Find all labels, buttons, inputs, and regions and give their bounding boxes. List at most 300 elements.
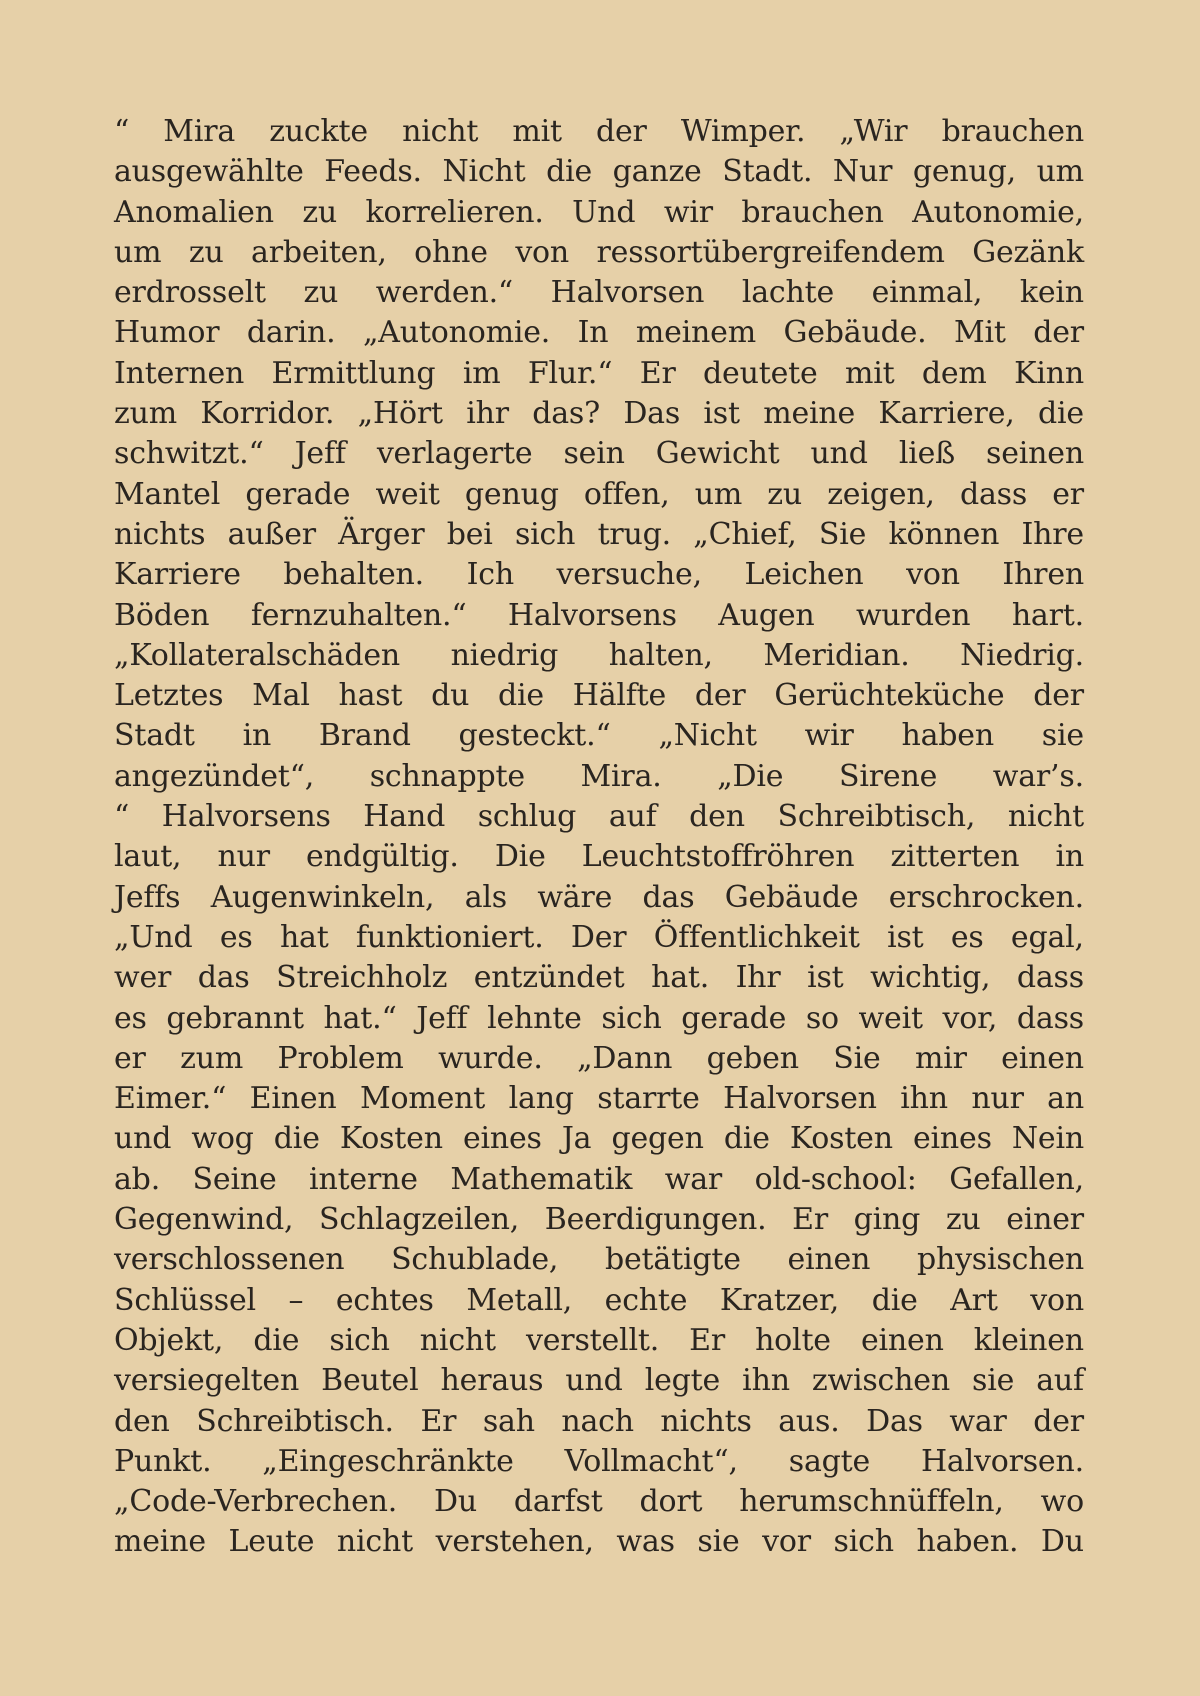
word: „Dann (577, 1040, 673, 1076)
word: wurden (855, 597, 971, 633)
word: Der (570, 919, 627, 955)
word: sie (1041, 718, 1084, 754)
word: genug, (912, 154, 1016, 190)
word: Halvorsen (550, 275, 705, 311)
word: hat.“ (323, 1000, 397, 1036)
word: echte (604, 1282, 688, 1318)
word: sein (563, 436, 625, 472)
word: Jeffs (114, 879, 181, 915)
word: wäre (537, 879, 613, 915)
word: Halvorsen (723, 1081, 877, 1117)
word: zu (303, 275, 339, 311)
word: zeigen, (827, 476, 935, 512)
text-line (114, 1522, 1084, 1562)
text-line (114, 797, 1084, 837)
word: vor (762, 1524, 811, 1560)
word: offen, (583, 476, 670, 512)
word: verstehen, (435, 1524, 594, 1560)
word: mit (512, 114, 562, 149)
text-line (114, 1361, 1084, 1401)
word: so (805, 1000, 839, 1036)
word: hat (279, 919, 329, 955)
word: Moment (360, 1081, 486, 1117)
word: heraus (440, 1363, 544, 1399)
word: physischen (916, 1242, 1084, 1278)
word: als (464, 879, 507, 915)
word: Er (792, 1202, 828, 1238)
word: “ (114, 799, 130, 835)
word: Gegenwind, (114, 1202, 294, 1238)
word: „Code-Verbrechen. (114, 1484, 398, 1520)
word: in (242, 718, 272, 754)
text-line (114, 1160, 1084, 1200)
word: erschrocken. (888, 879, 1084, 915)
word: Problem (277, 1040, 404, 1076)
text-line (114, 716, 1084, 756)
word: korrelieren. (365, 194, 544, 230)
word: um (1036, 154, 1084, 190)
word: sagte (788, 1443, 871, 1479)
word: wurde. (438, 1040, 543, 1076)
word: Schreibtisch, (777, 799, 976, 835)
word: trug. (597, 516, 672, 552)
word: gerade (681, 1000, 787, 1036)
text-line (114, 555, 1084, 595)
word: Letztes (114, 678, 224, 714)
word: sich (514, 516, 576, 552)
word: „Chief, (693, 516, 797, 552)
word: er (1052, 476, 1084, 512)
word: aus. (778, 1403, 840, 1439)
word: Gezänk (972, 234, 1084, 270)
word: Gefallen, (949, 1161, 1084, 1197)
word: lehnte (487, 1000, 582, 1036)
word: Anomalien (114, 194, 274, 230)
text-line (114, 313, 1084, 353)
word: Schublade, (391, 1242, 559, 1278)
word: „Kollateralschäden (114, 637, 400, 673)
word: zu (767, 476, 803, 512)
word: Du (433, 1484, 477, 1520)
word: Das (866, 1403, 923, 1439)
word: einer (1006, 1202, 1084, 1238)
text-line (114, 1442, 1084, 1482)
text-line (114, 999, 1084, 1039)
word: „Und (114, 919, 193, 955)
word: legte (644, 1363, 721, 1399)
word: Schlüssel (114, 1282, 256, 1318)
word: Beerdigungen. (544, 1202, 767, 1238)
word: sich (833, 1524, 894, 1560)
word: nicht (1007, 799, 1084, 835)
word: Jeff (416, 1000, 468, 1036)
word: mir (914, 1040, 967, 1076)
word: Mira. (580, 758, 662, 794)
word: dass (959, 476, 1028, 512)
word: Karriere (114, 557, 241, 593)
word: Nein (1011, 1121, 1084, 1157)
word: Mantel (114, 476, 221, 512)
word: nichts (114, 516, 206, 552)
word: nichts (660, 1403, 752, 1439)
word: darfst (513, 1484, 603, 1520)
word: und (114, 1121, 172, 1157)
word: das (642, 879, 695, 915)
text-line (114, 636, 1084, 676)
word: wer (114, 960, 172, 996)
word: eines (462, 1121, 542, 1157)
word: der (1033, 315, 1084, 351)
word: betätigte (604, 1242, 741, 1278)
word: der (1033, 1403, 1084, 1439)
body-text (114, 112, 1084, 1563)
word: hast (338, 678, 403, 714)
text-line (114, 233, 1084, 273)
word: zitterten (890, 839, 1020, 875)
word: Gebäude. (783, 315, 927, 351)
word: nicht (336, 1524, 414, 1560)
word: wichtig, (870, 960, 991, 996)
word: geben (706, 1040, 799, 1076)
word: Sirene (839, 758, 938, 794)
word: deutete (703, 355, 818, 391)
word: haben (901, 718, 994, 754)
word: behalten. (283, 557, 425, 593)
word: funktioniert. (355, 919, 544, 955)
word: verschlossenen (114, 1242, 345, 1278)
word: nicht (402, 114, 479, 149)
word: den (114, 1403, 170, 1439)
word: von (906, 557, 960, 593)
word: niedrig (450, 637, 559, 673)
text-line (114, 1402, 1084, 1442)
word: „Die (717, 758, 784, 794)
word: ihr (466, 396, 509, 432)
word: dass (1016, 1000, 1084, 1036)
word: Mal (252, 678, 310, 714)
word: sie (697, 1524, 740, 1560)
word: die (273, 1121, 320, 1157)
word: echtes (335, 1282, 434, 1318)
word: eines (912, 1121, 992, 1157)
text-line (114, 515, 1084, 555)
word: brauchen (941, 114, 1084, 149)
word: um (694, 476, 743, 512)
word: Kosten (789, 1121, 893, 1157)
word: zu (188, 234, 224, 270)
word: erdrosselt (114, 275, 266, 311)
word: vor, (942, 1000, 998, 1036)
word: um (114, 234, 162, 270)
word: zwischen (811, 1363, 950, 1399)
text-line (114, 1200, 1084, 1240)
word: angezündet“, (114, 758, 315, 794)
word: gerade (245, 476, 351, 512)
word: Öffentlichkeit (653, 919, 860, 955)
word: Die (494, 839, 546, 875)
text-line (114, 1281, 1084, 1321)
word: Er (639, 355, 676, 391)
word: Stadt. (722, 154, 813, 190)
word: Böden (114, 597, 210, 633)
word: schlug (477, 799, 577, 835)
word: ist (703, 396, 740, 432)
word: Mathematik (450, 1161, 633, 1197)
word: wir (804, 718, 854, 754)
word: kein (1019, 275, 1084, 311)
text-line (114, 1039, 1084, 1079)
word: Leuchtstoffröhren (581, 839, 855, 875)
word: gegen (611, 1121, 704, 1157)
word: außer (227, 516, 316, 552)
word: Korridor. (200, 396, 335, 432)
text-line (114, 837, 1084, 877)
word: Halvorsen. (920, 1443, 1084, 1479)
word: der (694, 678, 746, 714)
word: auf (1036, 1363, 1084, 1399)
word: Du (1040, 1524, 1084, 1560)
word: lachte (741, 275, 835, 311)
word: Meridian. (763, 637, 910, 673)
word: Nicht (442, 154, 526, 190)
word: im (462, 355, 501, 391)
word: Mit (953, 315, 1006, 351)
word: zu (302, 194, 338, 230)
word: du (431, 678, 470, 714)
word: Objekt, (114, 1322, 224, 1358)
word: es (114, 1000, 147, 1036)
word: “ (114, 114, 130, 149)
text-line (114, 958, 1084, 998)
word: Art (950, 1282, 998, 1318)
word: weit (375, 476, 440, 512)
word: Leichen (744, 557, 864, 593)
word: – (288, 1282, 304, 1318)
word: verlagerte (376, 436, 533, 472)
word: nur (217, 839, 270, 875)
word: war (664, 1161, 723, 1197)
word: schwitzt.“ (114, 436, 264, 472)
text-line (114, 918, 1084, 958)
word: Nur (832, 154, 893, 190)
word: in (1055, 839, 1084, 875)
word: zuckte (269, 114, 368, 149)
word: Das (623, 396, 681, 432)
text-line (114, 394, 1084, 434)
word: seinen (986, 436, 1084, 472)
word: der (596, 114, 647, 149)
word: Er (420, 1403, 457, 1439)
word: egal, (1010, 919, 1084, 955)
word: Seine (192, 1161, 277, 1197)
word: zum (114, 396, 177, 432)
word: einen (860, 1322, 944, 1358)
word: ist (887, 919, 924, 955)
text-line (114, 1119, 1084, 1159)
word: endgültig. (305, 839, 459, 875)
word: Wimper. (680, 114, 806, 149)
word: Mira (163, 114, 236, 149)
text-line (114, 475, 1084, 515)
word: lang (508, 1081, 574, 1117)
word: ressortübergreifendem (596, 234, 945, 270)
word: dort (639, 1484, 703, 1520)
word: werden.“ (375, 275, 514, 311)
word: „Hört (357, 396, 443, 432)
word: holte (755, 1322, 831, 1358)
word: der (1033, 678, 1084, 714)
word: Und (572, 194, 636, 230)
word: Augen (718, 597, 815, 633)
text-line (114, 193, 1084, 233)
word: Internen (114, 355, 245, 391)
word: gesteckt.“ (458, 718, 611, 754)
word: brauchen (741, 194, 884, 230)
word: halten, (608, 637, 713, 673)
word: Halvorsens (161, 799, 331, 835)
text-line (114, 1482, 1084, 1522)
word: Leute (228, 1524, 315, 1560)
word: einmal, (871, 275, 983, 311)
word: versiegelten (114, 1363, 300, 1399)
word: kleinen (973, 1322, 1084, 1358)
text-line (114, 273, 1084, 313)
word: Gewicht (655, 436, 780, 472)
word: old-school: (754, 1161, 917, 1197)
word: die (253, 1322, 300, 1358)
word: das? (532, 396, 600, 432)
word: hat. (651, 960, 710, 996)
word: Jeff (294, 436, 346, 472)
word: verstellt. (526, 1322, 660, 1358)
word: Humor (114, 315, 220, 351)
word: arbeiten, (251, 234, 387, 270)
word: versuche, (556, 557, 702, 593)
word: herumschnüffeln, (739, 1484, 1004, 1520)
word: Autonomie, (912, 194, 1084, 230)
word: nicht (419, 1322, 496, 1358)
word: von (515, 234, 570, 270)
word: Ihr (735, 960, 781, 996)
word: genug (464, 476, 559, 512)
word: Einen (249, 1081, 337, 1117)
word: sich (329, 1322, 390, 1358)
text-line (114, 152, 1084, 192)
word: „Wir (839, 114, 908, 149)
word: Beutel (321, 1363, 419, 1399)
word: interne (309, 1161, 418, 1197)
word: Schlagzeilen, (318, 1202, 520, 1238)
word: Metall, (466, 1282, 573, 1318)
word: wog (191, 1121, 254, 1157)
word: Er (689, 1322, 725, 1358)
word: ist (807, 960, 844, 996)
word: Stadt (114, 718, 195, 754)
word: die (498, 678, 544, 714)
word: Feeds. (324, 154, 422, 190)
word: entzündet (473, 960, 625, 996)
word: dass (1016, 960, 1084, 996)
word: nach (561, 1403, 634, 1439)
word: sah (482, 1403, 535, 1439)
word: was (616, 1524, 675, 1560)
word: war’s. (992, 758, 1084, 794)
word: Schreibtisch. (196, 1403, 394, 1439)
word: den (689, 799, 745, 835)
word: die (546, 154, 593, 190)
word: zu (945, 1202, 981, 1238)
text-line (114, 757, 1084, 797)
text-line (114, 1240, 1084, 1280)
word: Ermittlung (271, 355, 436, 391)
word: starrte (597, 1081, 700, 1117)
word: ließ (898, 436, 955, 472)
text-line (114, 112, 1084, 152)
word: Ihre (1021, 516, 1084, 552)
word: ging (853, 1202, 921, 1238)
word: sie (972, 1363, 1015, 1399)
word: „Autonomie. (362, 315, 551, 351)
word: Kosten (339, 1121, 443, 1157)
word: und (565, 1363, 623, 1399)
word: meine (763, 396, 856, 432)
text-line (114, 676, 1084, 716)
word: hart. (1011, 597, 1084, 633)
word: Hand (363, 799, 446, 835)
word: Kinn (1014, 355, 1084, 391)
word: Vollmacht“, (564, 1443, 738, 1479)
word: Ihren (1002, 557, 1084, 593)
text-line (114, 1079, 1084, 1119)
word: meinem (635, 315, 756, 351)
word: Sie (818, 516, 867, 552)
word: zum (180, 1040, 244, 1076)
word: ausgewählte (114, 154, 304, 190)
word: Ich (466, 557, 514, 593)
word: ohne (414, 234, 488, 270)
word: von (1030, 1282, 1084, 1318)
word: haben. (916, 1524, 1019, 1560)
word: ganze (612, 154, 702, 190)
text-line (114, 1321, 1084, 1361)
word: auf (608, 799, 657, 835)
word: mit (844, 355, 895, 391)
text-line (114, 354, 1084, 394)
word: wir (663, 194, 713, 230)
word: die (1037, 396, 1084, 432)
word: an (1047, 1081, 1084, 1117)
word: „Nicht (658, 718, 757, 754)
word: Gebäude (724, 879, 859, 915)
word: und (810, 436, 868, 472)
word: ab. (114, 1161, 161, 1197)
word: weit (858, 1000, 923, 1036)
word: Hälfte (572, 678, 667, 714)
word: nur (971, 1081, 1024, 1117)
word: Brand (318, 718, 411, 754)
word: er (114, 1040, 146, 1076)
text-line (114, 596, 1084, 636)
word: die (871, 1282, 918, 1318)
text-line (114, 434, 1084, 474)
word: es (219, 919, 253, 955)
word: Eimer.“ (114, 1081, 227, 1117)
word: Flur.“ (527, 355, 613, 391)
word: Kratzer, (719, 1282, 840, 1318)
word: Augenwinkeln, (210, 879, 435, 915)
word: meine (114, 1524, 206, 1560)
word: Halvorsens (507, 597, 677, 633)
